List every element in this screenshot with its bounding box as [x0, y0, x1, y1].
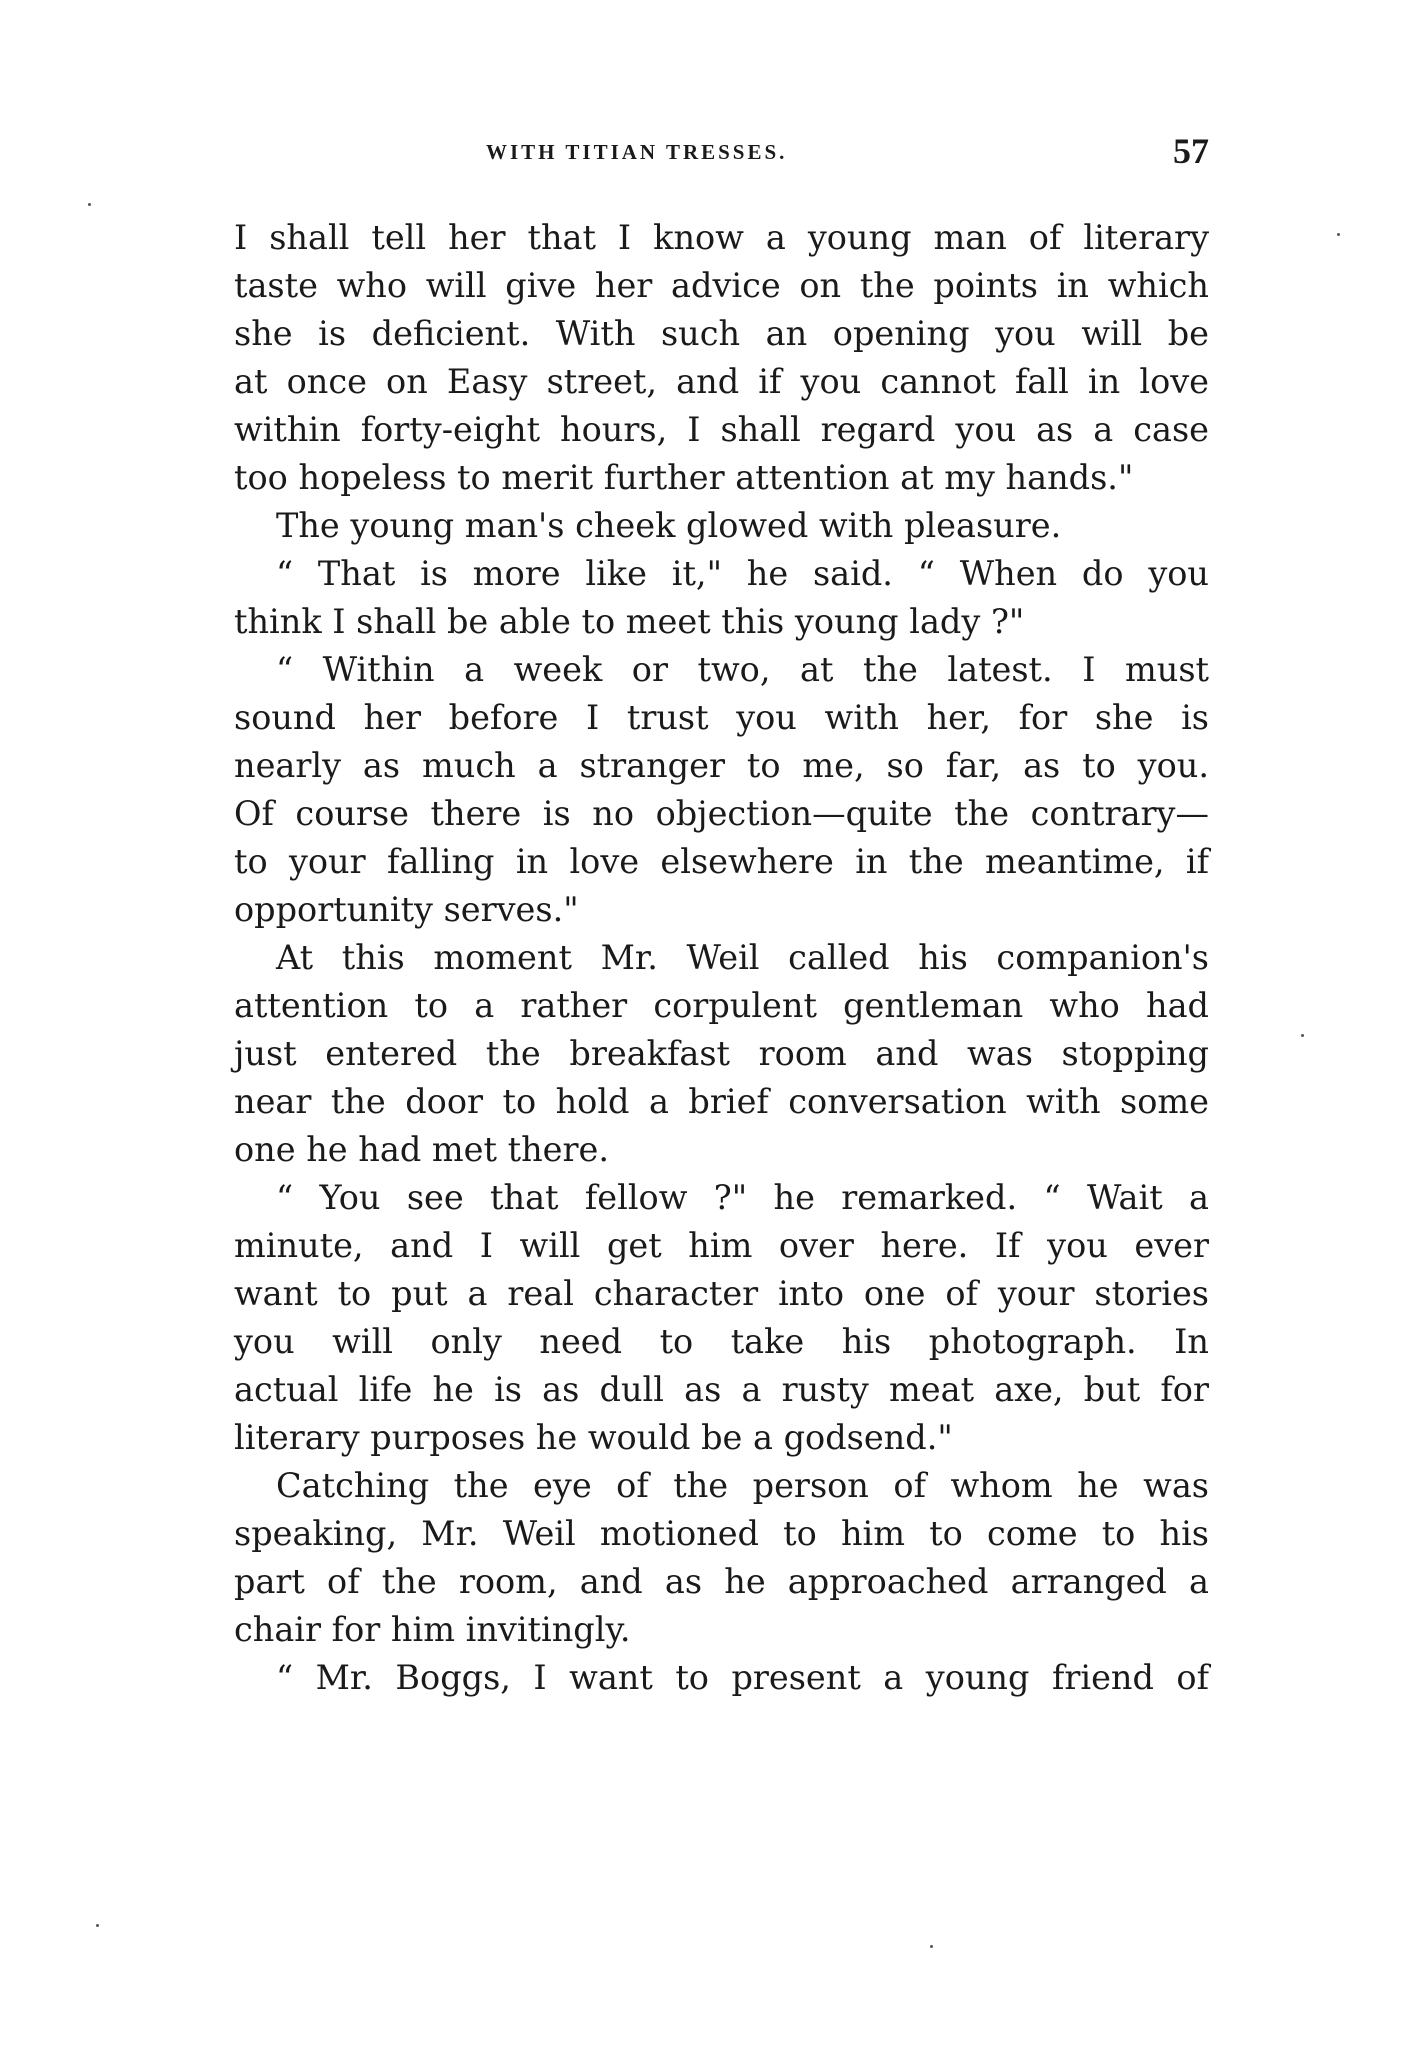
text-line: at once on Easy street, and if you cannot fall in love	[234, 362, 1209, 401]
text-line: attention to a rather corpulent gentleman who had	[234, 986, 1209, 1025]
text-line: The young man's cheek glowed with pleasure.	[276, 506, 1062, 545]
text-line: she is deficient. With such an opening you will be	[234, 314, 1209, 353]
text-line: “ You see that fellow ?" he remarked. “ Wait a	[276, 1178, 1209, 1217]
text-line: actual life he is as dull as a rusty meat axe, but for	[234, 1370, 1209, 1409]
text-line: to your falling in love elsewhere in the meantime, if	[234, 842, 1209, 881]
text-line: At this moment Mr. Weil called his companion's	[276, 938, 1209, 977]
text-line: one he had met there.	[234, 1130, 609, 1169]
text-line: Of course there is no objection—quite the contrary—	[234, 794, 1209, 833]
text-line: just entered the breakfast room and was stopping	[234, 1034, 1209, 1073]
text-line: part of the room, and as he approached arranged a	[234, 1562, 1209, 1601]
scan-speck	[1337, 233, 1340, 236]
text-line: you will only need to take his photograph. In	[234, 1322, 1209, 1361]
text-line: “ That is more like it," he said. “ When do you	[276, 554, 1209, 593]
text-line: want to put a real character into one of your stories	[234, 1274, 1209, 1313]
page-number: 57	[1173, 131, 1209, 171]
text-line: Catching the eye of the person of whom he was	[276, 1466, 1209, 1505]
text-line: nearly as much a stranger to me, so far, as to you.	[234, 746, 1209, 785]
text-line: within forty-eight hours, I shall regard you as a case	[234, 410, 1209, 449]
text-line: “ Within a week or two, at the latest. I must	[276, 650, 1209, 689]
text-line: speaking, Mr. Weil motioned to him to come to his	[234, 1514, 1209, 1553]
text-line: near the door to hold a brief conversation with some	[234, 1082, 1209, 1121]
text-line: think I shall be able to meet this young lady ?"	[234, 602, 1025, 641]
scan-speck	[88, 203, 91, 206]
body-text	[234, 214, 1209, 1702]
text-line: minute, and I will get him over here. If you ever	[234, 1226, 1209, 1265]
running-head	[234, 131, 1209, 176]
text-line: chair for him invitingly.	[234, 1610, 631, 1649]
text-line: “ Mr. Boggs, I want to present a young friend of	[276, 1658, 1209, 1697]
scan-speck	[1301, 1034, 1304, 1037]
text-line: literary purposes he would be a godsend."	[234, 1418, 953, 1457]
text-line: I shall tell her that I know a young man of literary	[234, 218, 1209, 257]
running-title: WITH TITIAN TRESSES.	[486, 140, 788, 164]
scan-speck	[930, 1945, 933, 1948]
text-line: taste who will give her advice on the points in which	[234, 266, 1209, 305]
text-line: too hopeless to merit further attention at my hands."	[234, 458, 1134, 497]
text-line: opportunity serves."	[234, 890, 579, 929]
scan-speck	[96, 1924, 99, 1927]
text-line: sound her before I trust you with her, for she is	[234, 698, 1209, 737]
